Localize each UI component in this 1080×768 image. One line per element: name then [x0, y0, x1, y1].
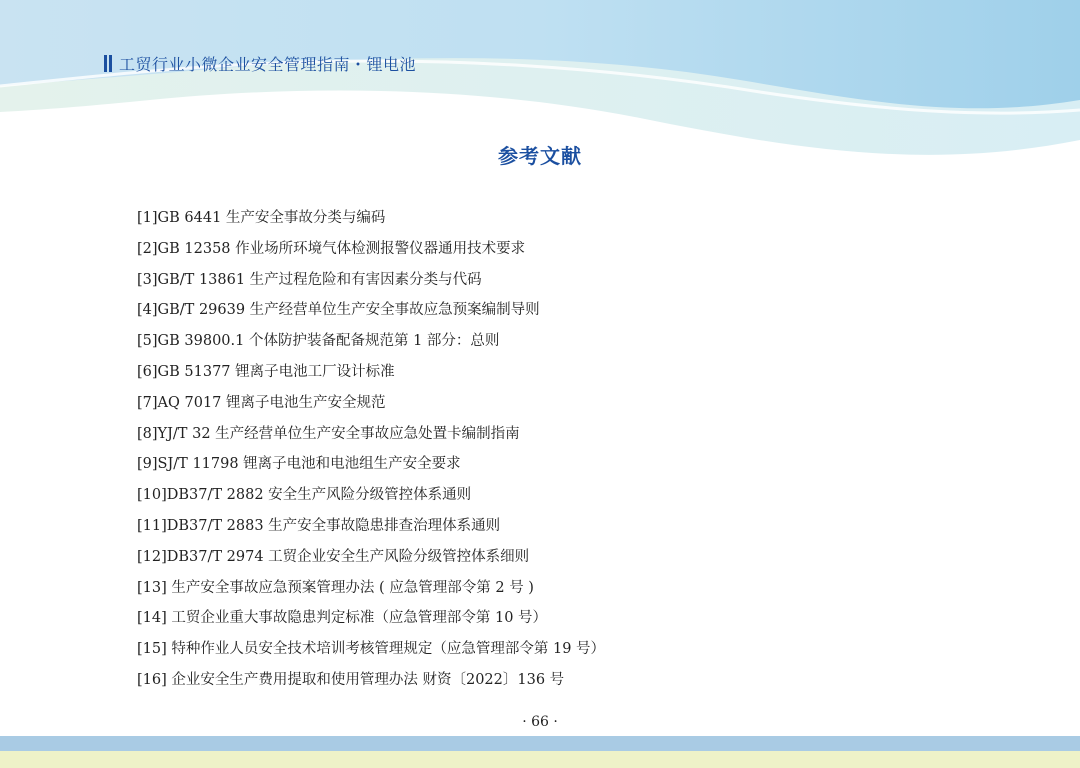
page-number: · 66 ·: [522, 714, 558, 730]
reference-item: [11]DB37/T 2883 生产安全事故隐患排查治理体系通则: [137, 517, 501, 534]
reference-item: [2]GB 12358 作业场所环境气体检测报警仪器通用技术要求: [137, 240, 526, 257]
reference-item: [4]GB/T 29639 生产经营单位生产安全事故应急预案编制导则: [137, 302, 540, 319]
header-bar-mark: [109, 55, 112, 72]
reference-item: [15] 特种作业人员安全技术培训考核管理规定（应急管理部令第 19 号）: [137, 641, 606, 658]
header-title: 工贸行业小微企业安全管理指南・锂电池: [119, 55, 417, 74]
reference-list: [137, 203, 605, 696]
reference-item: [1]GB 6441 生产安全事故分类与编码: [137, 210, 386, 226]
footer-blue-band: [0, 736, 1080, 751]
running-header: [104, 52, 416, 75]
header-wave-background: [0, 0, 1080, 230]
reference-item: [10]DB37/T 2882 安全生产风险分级管控体系通则: [137, 487, 472, 504]
reference-item: [12]DB37/T 2974 工贸企业安全生产风险分级管控体系细则: [137, 548, 530, 565]
page-title: 参考文献: [498, 144, 582, 168]
reference-item: [6]GB 51377 锂离子电池工厂设计标准: [137, 363, 395, 380]
reference-item: [14] 工贸企业重大事故隐患判定标准（应急管理部令第 10 号）: [137, 610, 548, 627]
reference-item: [13] 生产安全事故应急预案管理办法 ( 应急管理部令第 2 号 ): [137, 579, 534, 596]
reference-item: [16] 企业安全生产费用提取和使用管理办法 财资〔2022〕136 号: [137, 671, 565, 688]
reference-item: [7]AQ 7017 锂离子电池生产安全规范: [137, 394, 386, 411]
reference-item: [5]GB 39800.1 个体防护装备配备规范第 1 部分：总则: [137, 333, 500, 350]
reference-item: [9]SJ/T 11798 锂离子电池和电池组生产安全要求: [137, 456, 461, 473]
header-bar-mark: [104, 55, 107, 72]
footer-yellow-band: [0, 751, 1080, 768]
reference-item: [3]GB/T 13861 生产过程危险和有害因素分类与代码: [137, 271, 482, 288]
reference-item: [8]YJ/T 32 生产经营单位生产安全事故应急处置卡编制指南: [137, 425, 520, 442]
